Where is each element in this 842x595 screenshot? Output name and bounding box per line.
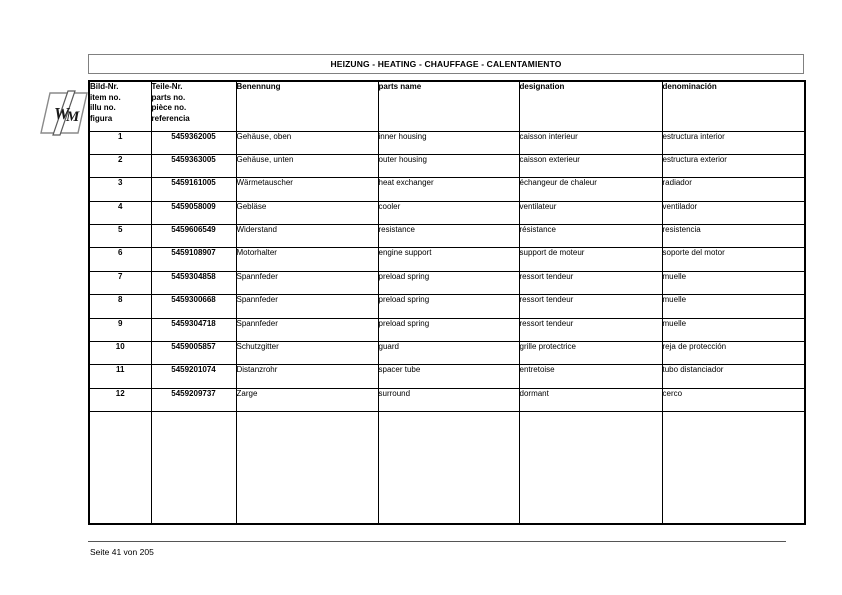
cell-item-no: 9 [89, 318, 151, 341]
cell-denominacion: soporte del motor [662, 248, 805, 271]
cell-item-no: 3 [89, 178, 151, 201]
header-line: parts name [378, 82, 422, 91]
cell-designation: entretoise [519, 365, 662, 388]
cell-part-no: 5459606549 [151, 225, 236, 248]
cell-designation: ressort tendeur [519, 318, 662, 341]
table-row [89, 201, 805, 224]
table-row [89, 295, 805, 318]
cell-designation: échangeur de chaleur [519, 178, 662, 201]
header-part-no [151, 81, 236, 131]
cell-denominacion: muelle [662, 318, 805, 341]
cell-benennung-empty [236, 412, 378, 524]
cell-denominacion: tubo distanciador [662, 365, 805, 388]
wm-logo-icon [38, 90, 90, 136]
cell-designation: ressort tendeur [519, 271, 662, 294]
cell-item-no: 11 [89, 365, 151, 388]
cell-parts-name: spacer tube [378, 365, 519, 388]
section-title-banner [88, 54, 804, 74]
cell-part-no: 5459362005 [151, 131, 236, 154]
cell-item-no: 6 [89, 248, 151, 271]
header-designation [519, 81, 662, 131]
cell-item-no: 7 [89, 271, 151, 294]
cell-parts-name: guard [378, 342, 519, 365]
table-row [89, 365, 805, 388]
cell-item-no: 2 [89, 154, 151, 177]
header-line: designation [519, 82, 565, 91]
cell-benennung: Spannfeder [236, 318, 378, 341]
cell-part-no: 5459108907 [151, 248, 236, 271]
cell-denominacion: reja de protección [662, 342, 805, 365]
cell-part-no: 5459005857 [151, 342, 236, 365]
table-row [89, 388, 805, 411]
cell-part-no: 5459161005 [151, 178, 236, 201]
table-header-row [89, 81, 805, 131]
cell-benennung: Distanzrohr [236, 365, 378, 388]
table-row [89, 154, 805, 177]
cell-benennung: Spannfeder [236, 271, 378, 294]
cell-benennung: Schutzgitter [236, 342, 378, 365]
cell-benennung: Gehäuse, unten [236, 154, 378, 177]
svg-text:M: M [66, 109, 80, 125]
cell-item-no: 4 [89, 201, 151, 224]
table-row [89, 271, 805, 294]
cell-benennung: Zarge [236, 388, 378, 411]
cell-denominacion: cerco [662, 388, 805, 411]
cell-parts-name: preload spring [378, 318, 519, 341]
wm-logo [38, 90, 90, 136]
table-row [89, 131, 805, 154]
cell-denominacion: resistencia [662, 225, 805, 248]
cell-item-no: 10 [89, 342, 151, 365]
header-line: illu no. [90, 103, 116, 113]
cell-denominacion: estructura exterior [662, 154, 805, 177]
cell-benennung: Widerstand [236, 225, 378, 248]
table-row [89, 318, 805, 341]
cell-designation: caisson exterieur [519, 154, 662, 177]
cell-denominacion-empty [662, 412, 805, 524]
svg-text:W: W [54, 104, 70, 123]
cell-part-no: 5459304718 [151, 318, 236, 341]
cell-denominacion: ventilador [662, 201, 805, 224]
cell-part-no: 5459058009 [151, 201, 236, 224]
cell-item-no: 12 [89, 388, 151, 411]
cell-denominacion: radiador [662, 178, 805, 201]
header-benennung [236, 81, 378, 131]
header-line: figura [90, 113, 113, 123]
cell-item-no-empty [89, 412, 151, 524]
cell-benennung: Motorhalter [236, 248, 378, 271]
cell-parts-name: surround [378, 388, 519, 411]
header-line: Benennung [236, 82, 281, 91]
header-parts-name [378, 81, 519, 131]
cell-part-no: 5459363005 [151, 154, 236, 177]
cell-item-no: 5 [89, 225, 151, 248]
cell-parts-name-empty [378, 412, 519, 524]
table-row [89, 178, 805, 201]
cell-item-no: 1 [89, 131, 151, 154]
cell-benennung: Wärmetauscher [236, 178, 378, 201]
cell-parts-name: heat exchanger [378, 178, 519, 201]
table-row [89, 225, 805, 248]
cell-part-no: 5459201074 [151, 365, 236, 388]
header-line: pièce no. [151, 103, 187, 113]
table-filler-row [89, 412, 805, 524]
cell-part-no: 5459300668 [151, 295, 236, 318]
cell-parts-name: preload spring [378, 271, 519, 294]
table-header [89, 81, 805, 131]
cell-designation: ressort tendeur [519, 295, 662, 318]
cell-part-no: 5459304858 [151, 271, 236, 294]
cell-parts-name: cooler [378, 201, 519, 224]
table-row [89, 342, 805, 365]
header-line: parts no. [151, 92, 186, 102]
cell-designation: grille protectrice [519, 342, 662, 365]
cell-part-no-empty [151, 412, 236, 524]
cell-designation: ventilateur [519, 201, 662, 224]
cell-parts-name: inner housing [378, 131, 519, 154]
cell-designation: dormant [519, 388, 662, 411]
cell-parts-name: preload spring [378, 295, 519, 318]
header-line: Bild-Nr. [90, 82, 119, 91]
header-line: item no. [90, 92, 121, 102]
cell-benennung: Spannfeder [236, 295, 378, 318]
cell-benennung: Gebläse [236, 201, 378, 224]
cell-parts-name: resistance [378, 225, 519, 248]
cell-denominacion: muelle [662, 295, 805, 318]
header-line: denominación [662, 82, 717, 91]
header-denominacion [662, 81, 805, 131]
cell-part-no: 5459209737 [151, 388, 236, 411]
header-item-no [89, 81, 151, 131]
cell-designation: résistance [519, 225, 662, 248]
cell-designation: support de moteur [519, 248, 662, 271]
cell-designation: caisson interieur [519, 131, 662, 154]
header-line: referencia [151, 113, 190, 123]
cell-designation-empty [519, 412, 662, 524]
cell-parts-name: outer housing [378, 154, 519, 177]
table-row [89, 248, 805, 271]
header-line: Teile-Nr. [151, 82, 183, 91]
page-number-footer: Seite 41 von 205 [90, 547, 154, 557]
section-title-text: HEIZUNG - HEATING - CHAUFFAGE - CALENTAMIENTO [330, 59, 562, 69]
cell-benennung: Gehäuse, oben [236, 131, 378, 154]
cell-item-no: 8 [89, 295, 151, 318]
cell-denominacion: muelle [662, 271, 805, 294]
footer-divider [88, 541, 786, 542]
cell-parts-name: engine support [378, 248, 519, 271]
table-body [89, 131, 805, 524]
parts-table [88, 80, 806, 525]
cell-denominacion: estructura interior [662, 131, 805, 154]
